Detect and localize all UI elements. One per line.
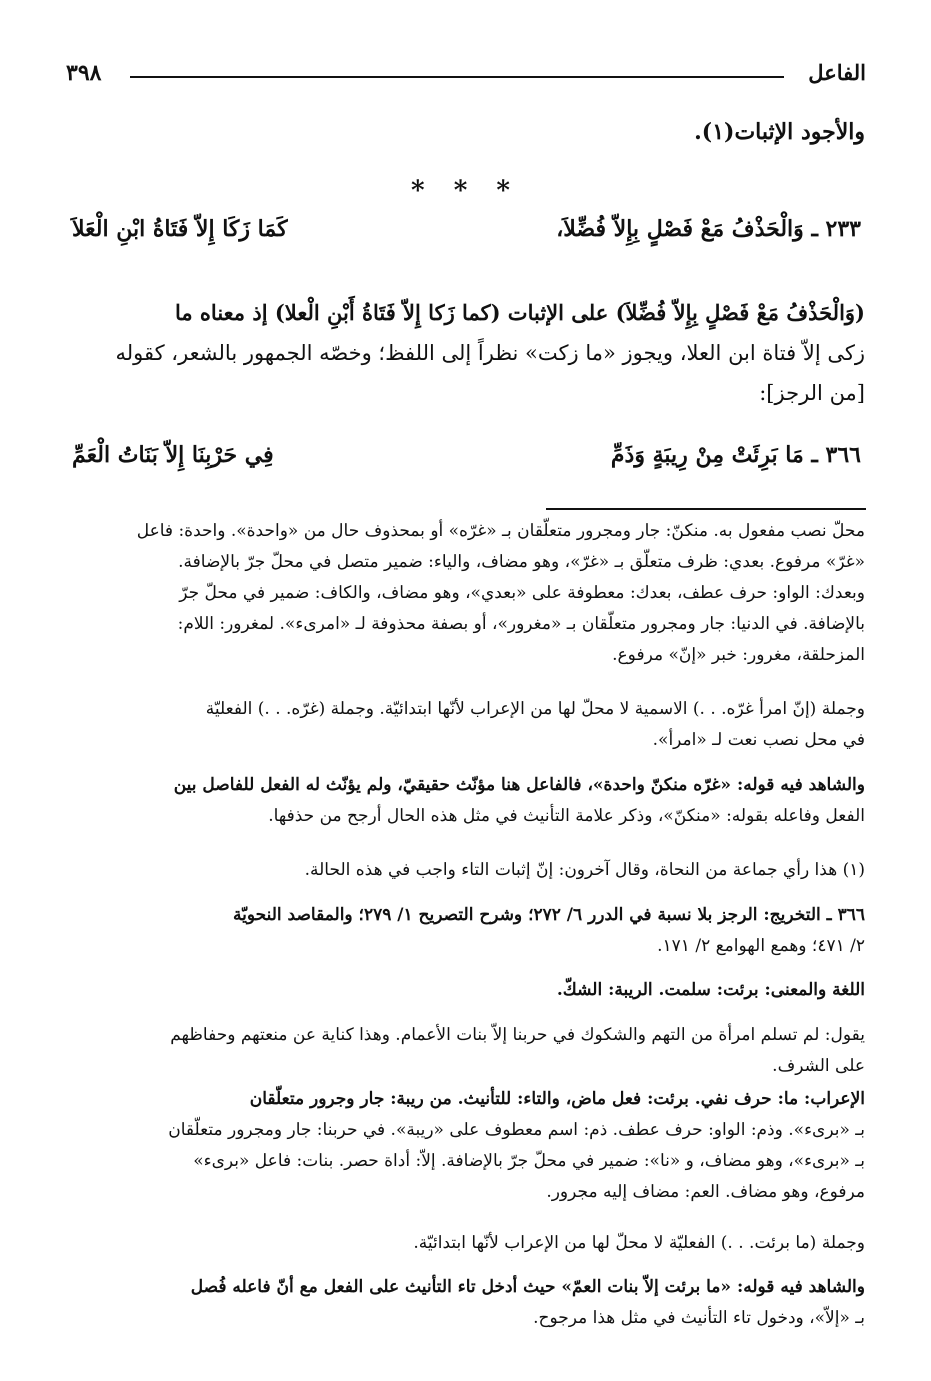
footnote-line: والشاهد فيه قوله: «ما برئت إلاّ بنات العمّ» حيث أدخل تاء التأنيث على الفعل مع أنّ فاعله فُصل [190, 1277, 865, 1297]
footnote-line: يقول: لم تسلم امرأة من التهم والشكوك في حربنا إلاّ بنات الأعمام. وهذا كناية عن منعتهم وحفاظهم [170, 1025, 865, 1045]
commentary-line: [من الرجز]: [759, 381, 865, 405]
footnote-line: وبعدك: الواو: حرف عطف، بعدك: معطوفة على «بعدي»، وهو مضاف، والكاف: ضمير في محلّ جرّ [179, 583, 865, 603]
footnote-line: والشاهد فيه قوله: «غرّه منكنّ واحدة»، فالفاعل هنا مؤنّث حقيقيّ، ولم يؤنّث له الفعل للفاصل بين [173, 775, 865, 795]
footnote-line: وجملة (إنّ امرأ غرّه. . .) الاسمية لا محلّ لها من الإعراب لأنّها ابتدائيّة. وجملة (غرّه. . .) الفعليّة [205, 699, 865, 719]
page-header [66, 60, 866, 90]
commentary-line: (وَالْحَذْفُ مَعْ فَصْلٍ بِإِلاّ فُضِّلاَ) على الإثبات (كما زَكا إِلاّ فَتَاةُ أَبْنِ الْعلا) إذ معناه ما [174, 300, 865, 325]
footnote-line: بـ «برىء»، وهو مضاف، و «نا»: ضمير في محلّ جرّ بالإضافة. إلاّ: أداة حصر. بنات: فاعل «برىء» [193, 1151, 865, 1171]
intro-line: والأجود الإثبات(١). [694, 119, 865, 145]
footnote-rule [546, 508, 866, 510]
footnote-line: في محل نصب نعت لـ «امرأ». [652, 730, 865, 750]
verse-366 [72, 442, 861, 482]
footnote-line: على الشرف. [772, 1056, 865, 1076]
header-rule [130, 76, 784, 78]
prev-shahid-paragraph [72, 770, 865, 832]
footnote-line: ٢/ ٤٧١؛ وهمع الهوامع ٢/ ١٧١. [657, 936, 865, 956]
footnote-line: محلّ نصب مفعول به. منكنّ: جار ومجرور متعلّقان بـ «غرّه» أو بمحذوف حال من «واحدة». واحدة: فاعل [136, 521, 865, 541]
prev-jumla-paragraph [72, 694, 865, 756]
footnote-line: الإعراب: ما: حرف نفي. برئت: فعل ماض، والتاء: للتأنيث. من ريبة: جار وجرور متعلّقان [249, 1089, 865, 1109]
footnote-line: المزحلقة، مغرور: خبر «إنّ» مرفوع. [612, 645, 865, 665]
chapter-title: الفاعل [808, 60, 866, 85]
footnote-line: بـ «إلاّ»، ودخول تاء التأنيث في مثل هذا مرجوح. [533, 1308, 865, 1328]
lugha-line: اللغة والمعنى: برئت: سلمت. الريبة: الشكّ. [556, 980, 865, 1000]
page-number: ٣٩٨ [66, 60, 102, 86]
footnote-line: مرفوع، وهو مضاف. العم: مضاف إليه مجرور. [546, 1182, 865, 1202]
verse-233 [72, 216, 861, 256]
jumla-line: وجملة (ما برئت. . .) الفعليّة لا محلّ لها من الإعراب لأنّها ابتدائيّة. [413, 1233, 865, 1253]
verse-233-first-hemistich: ٢٣٣ ـ وَالْحَذْفُ مَعْ فَصْلٍ بِإِلاّ فُضِّلاَ، [556, 216, 861, 242]
takhrij-paragraph [72, 900, 865, 962]
verse-233-second-hemistich: كَمَا زَكَا إِلاّ فَتَاةُ ابْنِ الْعَلاَ [72, 216, 288, 242]
shahid-paragraph [72, 1272, 865, 1334]
irab-paragraph [72, 1084, 865, 1208]
section-separator: * * * [411, 176, 520, 206]
footnote-line: بالإضافة. في الدنيا: جار ومجرور متعلّقان بـ «مغرور»، أو بصفة محذوفة لـ «امرىء». لمغرور: اللام: [177, 614, 865, 634]
footnote-line: ٣٦٦ ـ التخريج: الرجز بلا نسبة في الدرر ٦/ ٢٧٢؛ وشرح التصريح ١/ ٢٧٩؛ والمقاصد النحويّة [233, 905, 865, 925]
verse-366-first-hemistich: ٣٦٦ ـ مَا بَرِئَتْ مِنْ رِيبَةٍ وَذَمِّ [610, 442, 861, 468]
footnote-1: (١) هذا رأي جماعة من النحاة، وقال آخرون: إنّ إثبات التاء واجب في هذه الحالة. [304, 860, 865, 880]
commentary-line: زكى إلاّ فتاة ابن العلا، ويجوز «ما زكت» نظراً إلى اللفظ؛ وخصّه الجمهور بالشعر، كقوله [115, 341, 865, 365]
verse-366-second-hemistich: فِي حَرْبِنَا إِلاّ بَنَاتُ الْعَمِّ [72, 442, 274, 468]
footnote-line: الفعل وفاعله بقوله: «منكنّ»، وذكر علامة التأنيث في مثل هذه الحال أرجح من حذفها. [268, 806, 865, 826]
footnote-line: «غرّ» مرفوع. بعدي: ظرف متعلّق بـ «غرّ»، وهو مضاف، والياء: ضمير متصل في محلّ جرّ بالإضافة. [178, 552, 865, 572]
commentary [72, 293, 865, 413]
footnote-line: بـ «برىء». وذم: الواو: حرف عطف. ذم: اسم معطوف على «ريبة». في حربنا: جار ومجرور متعلّقان [168, 1120, 865, 1140]
yaqul-paragraph [72, 1020, 865, 1082]
prev-irab-paragraph [72, 516, 865, 671]
